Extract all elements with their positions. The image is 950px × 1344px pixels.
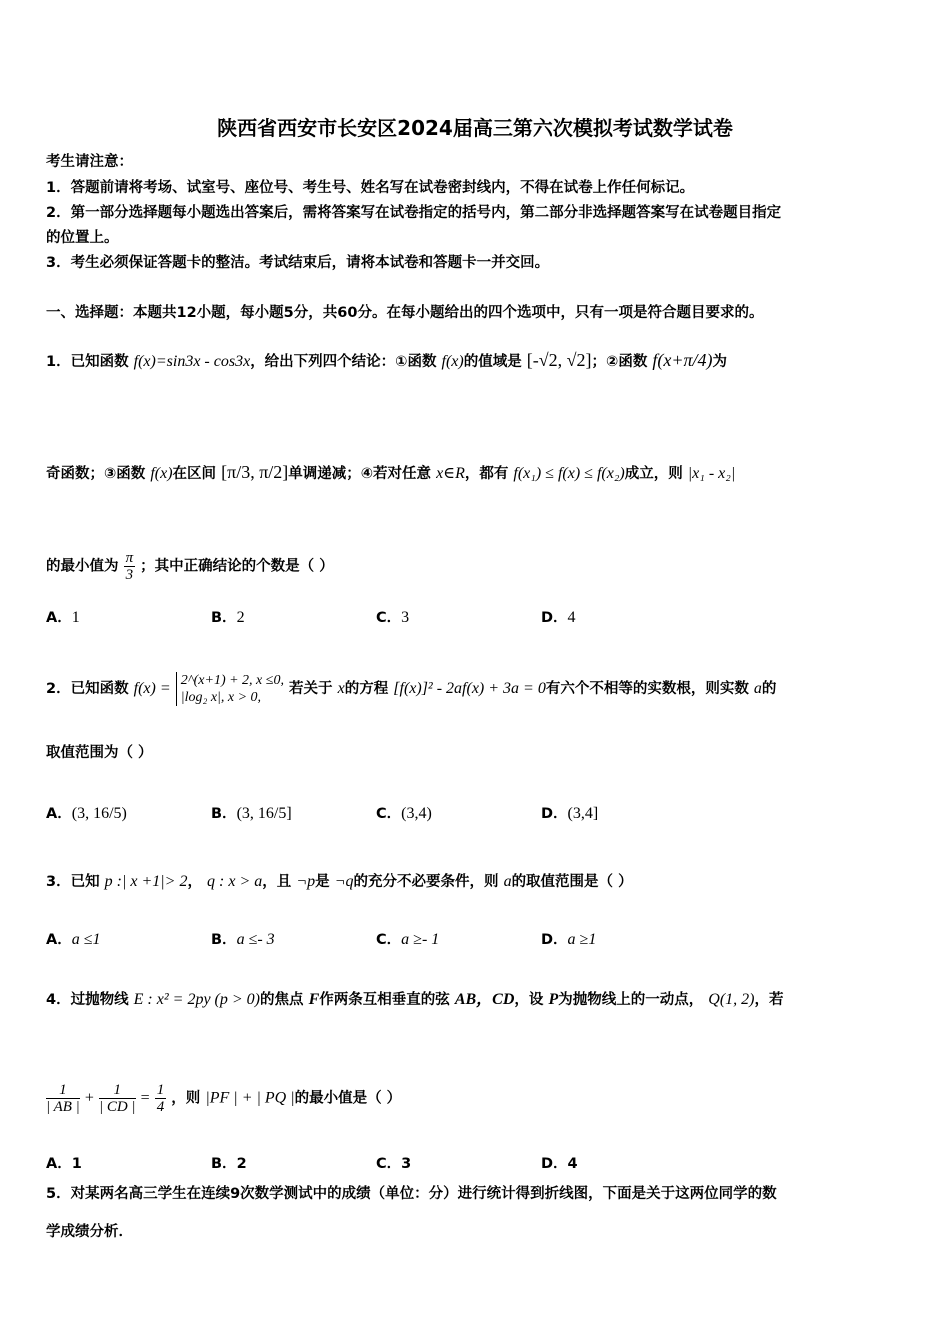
q4-option-a[interactable]: A．1 (46, 1156, 82, 1172)
notice-item-1: 1．答题前请将考场、试室号、座位号、考生号、姓名写在试卷密封线内，不得在试卷上作任何标记。 (46, 180, 695, 196)
q1-option-b[interactable]: B．2 (211, 609, 245, 626)
q1-min-fraction: $\frac{\pi}{3}$ (125, 550, 134, 583)
q1-inequality: f(x₁) ≤ f(x) ≤ f(x₂) (513, 465, 625, 482)
question-1-line-2: 奇函数；③函数 f(x)在区间 [π/3, π/2]单调递减；④若对任意 x∈R，都有 f(x₁) ≤ f(x) ≤ f(x₂)成立，则 |x₁ - x₂| (46, 462, 736, 482)
notice-item-2: 2．第一部分选择题每小题选出答案后，需将答案写在试卷指定的括号内，第二部分非选择题答案写在试卷题目指定 (46, 205, 782, 221)
q3-option-c[interactable]: C．a ≥- 1 (376, 931, 440, 948)
q3-p: p :| x +1|> 2 (104, 873, 188, 890)
q2-piecewise: 2^(x+1) + 2, x ≤0, |log₂ x|, x > 0, (176, 672, 284, 706)
q1-interval: [π/3, π/2] (221, 462, 289, 482)
question-2-line-1: 2．已知函数 f(x) = 2^(x+1) + 2, x ≤0, |log₂ x|, x > 0, 若关于 x的方程 [f(x)]² - 2af(x) + 3a = 0有六个不相等的实数根，则实数 a的 (46, 673, 777, 705)
q1-range: [-√2, √2] (526, 350, 592, 370)
q2-option-c[interactable]: C．(3,4) (376, 805, 432, 822)
q4-option-b[interactable]: B．2 (211, 1156, 247, 1172)
q3-option-a[interactable]: A．a ≤1 (46, 931, 101, 948)
q4-option-d[interactable]: D．4 (541, 1156, 578, 1172)
q4-parabola: E : x² = 2py (p > 0) (133, 991, 261, 1008)
question-1-line-3: 的最小值为 $\frac{\pi}{3}$ ；其中正确结论的个数是（ ） (46, 550, 334, 583)
q1-option-c[interactable]: C．3 (376, 609, 410, 626)
q2-option-b[interactable]: B．(3, 16/5] (211, 805, 292, 822)
q3-q: q : x > a (207, 873, 263, 890)
question-5-line-1: 5．对某两名高三学生在连续9次数学测试中的成绩（单位：分）进行统计得到折线图，下面是关于这两位同学的数 (46, 1186, 777, 1202)
notice-item-2-cont: 的位置上。 (46, 230, 119, 246)
q3-option-d[interactable]: D．a ≥1 (541, 931, 597, 948)
q1-option-a[interactable]: A．1 (46, 609, 80, 626)
q2-option-d[interactable]: D．(3,4] (541, 805, 599, 822)
question-5-line-2: 学成绩分析． (46, 1224, 133, 1240)
q4-option-c[interactable]: C．3 (376, 1156, 412, 1172)
question-3-line-1: 3．已知 p :| x +1|> 2， q : x > a，且 ¬p是 ¬q的充分不必要条件，则 a的取值范围是（ ） (46, 873, 633, 890)
q4-fraction-cd: $\frac{1}{| CD |}$ (98, 1082, 136, 1115)
q4-fraction-quarter: $\frac{1}{4}$ (156, 1082, 165, 1115)
q3-option-b[interactable]: B．a ≤- 3 (211, 931, 275, 948)
question-4-line-2: $\frac{1}{| AB |}$ + $\frac{1}{| CD |}$ = $\frac{1}{4}$ ，则 |PF | + | PQ |的最小值是（ ） (46, 1082, 402, 1115)
page-title: 陕西省西安市长安区2024届高三第六次模拟考试数学试卷 (217, 116, 733, 140)
q4-sum: |PF | + | PQ | (205, 1089, 295, 1107)
notice-heading: 考生请注意： (46, 154, 133, 170)
q4-fraction-ab: $\frac{1}{| AB |}$ (46, 1082, 80, 1115)
question-1-line-1: 1．已知函数 f(x)=sin3x - cos3x，给出下列四个结论：①函数 f(x)的值域是 [-√2, √2]；②函数 f(x+π/4)为 (46, 350, 728, 370)
q2-option-a[interactable]: A．(3, 16/5) (46, 805, 127, 822)
q2-equation: [f(x)]² - 2af(x) + 3a = 0 (393, 680, 546, 697)
q1-shift: f(x+π/4) (652, 350, 713, 370)
notice-item-3: 3．考生必须保证答题卡的整洁。考试结束后，请将本试卷和答题卡一并交回。 (46, 255, 550, 271)
q4-point-q: Q(1, 2) (708, 991, 755, 1008)
question-4-line-1: 4．过抛物线 E : x² = 2py (p > 0)的焦点 F作两条互相垂直的弦 AB，CD，设 P为抛物线上的一动点， Q(1, 2)，若 (46, 991, 784, 1008)
q1-option-d[interactable]: D．4 (541, 609, 576, 626)
section-heading: 一、选择题：本题共12小题，每小题5分，共60分。在每小题给出的四个选项中，只有一项是符合题目要求的。 (46, 305, 764, 321)
question-2-line-2: 取值范围为（ ） (46, 745, 153, 761)
q1-function: f(x)=sin3x - cos3x (133, 353, 251, 370)
